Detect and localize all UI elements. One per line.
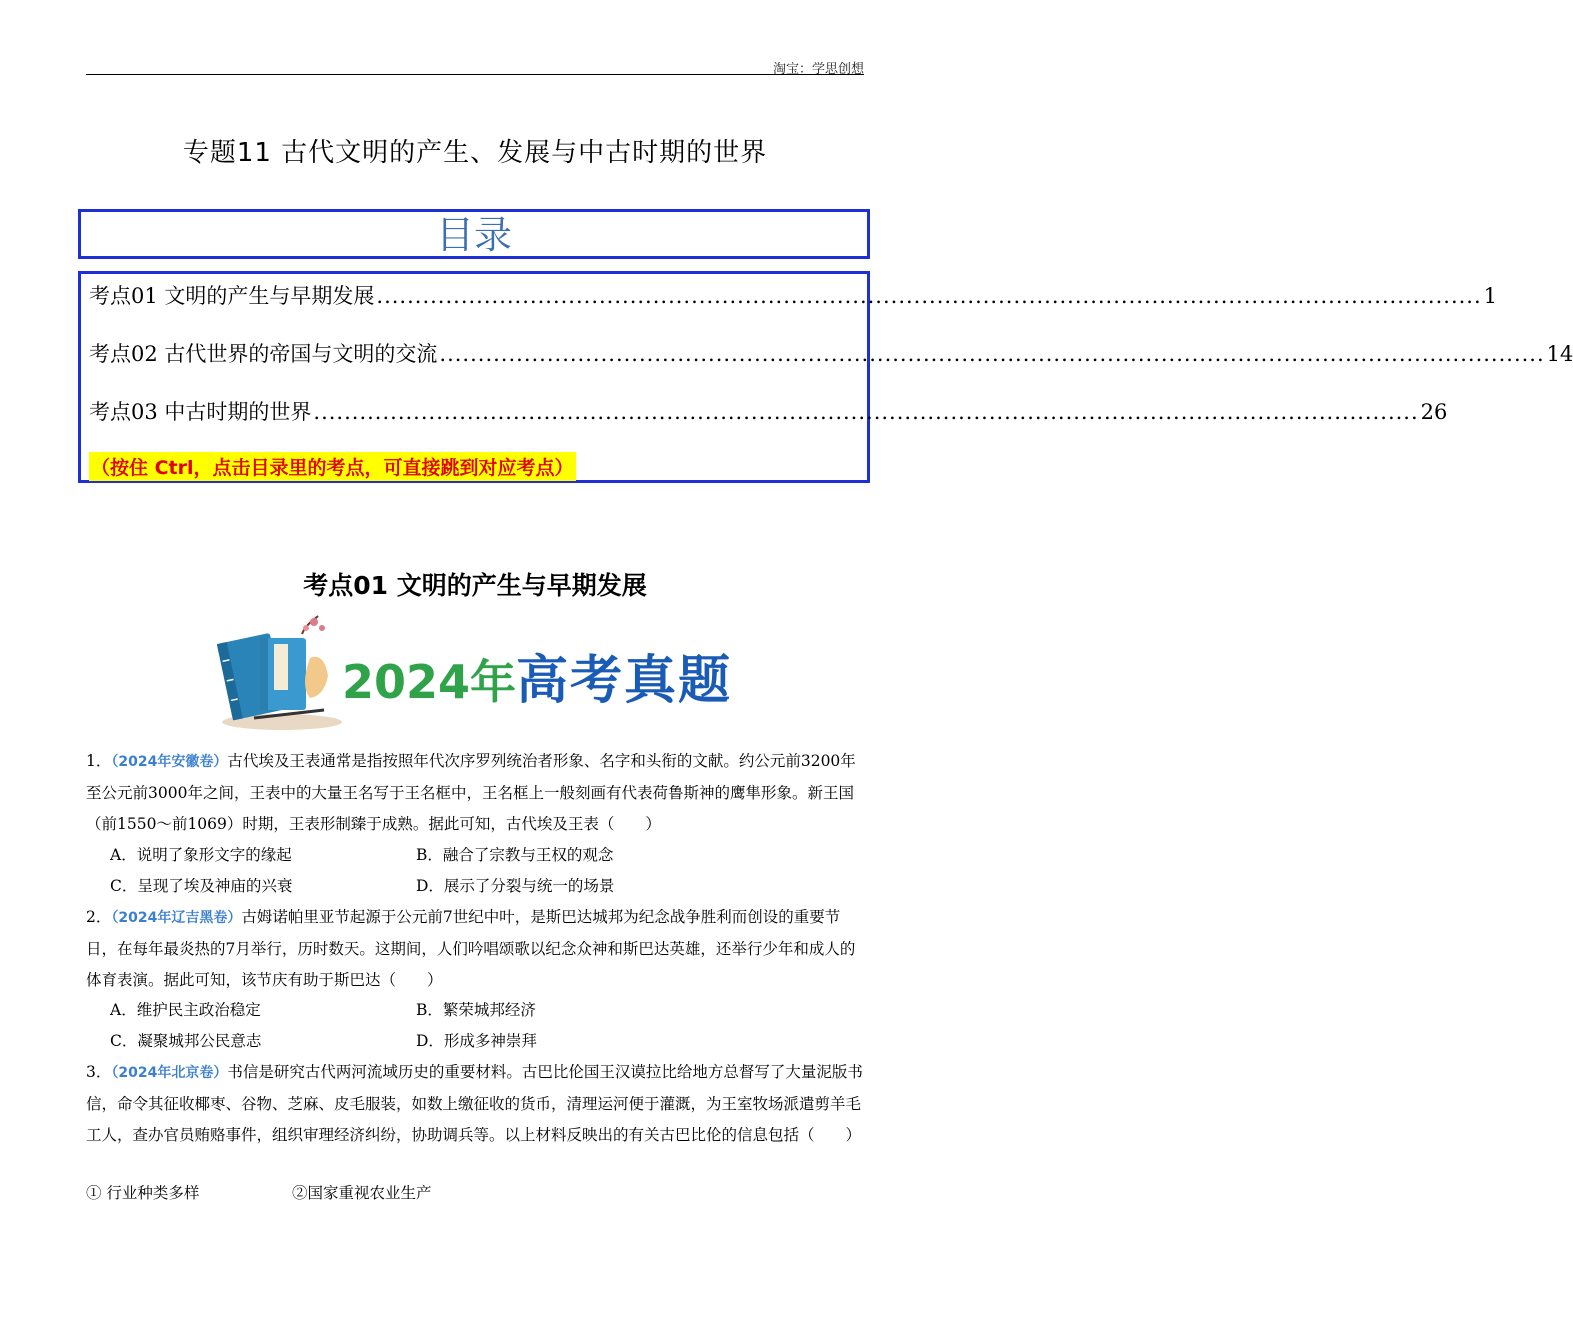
option-a[interactable]: A．维护民主政治稳定 <box>110 1001 261 1019</box>
question-number: 3． <box>86 1063 112 1081</box>
books-icon <box>214 614 344 734</box>
question-source: （2024年安徽卷） <box>111 754 228 770</box>
option-d[interactable]: D．展示了分裂与统一的场景 <box>416 877 615 895</box>
toc-box <box>78 271 1573 483</box>
question-1-options-row-1 <box>86 840 866 871</box>
exam-banner <box>214 614 734 734</box>
section-title: 考点01 文明的产生与早期发展 <box>303 571 647 600</box>
header-text: 淘宝：学思创想 <box>772 62 864 77</box>
toc-item-label: 考点01 文明的产生与早期发展 <box>89 284 375 308</box>
question-1-options-row-2 <box>86 871 866 902</box>
toc-item-label: 考点02 古代世界的帝国与文明的交流 <box>89 342 438 366</box>
choice-2: ②国家重视农业生产 <box>292 1184 432 1202</box>
option-c[interactable]: C．凝聚城邦公民意志 <box>110 1032 262 1050</box>
toc-item-page: 1 <box>1483 284 1498 308</box>
toc-item-label: 考点03 中古时期的世界 <box>89 400 312 424</box>
toc-item-01[interactable] <box>89 280 1498 310</box>
banner-text <box>342 638 732 713</box>
question-source: （2024年辽吉黑卷） <box>111 910 242 926</box>
toc-heading: 目录 <box>78 209 870 259</box>
question-3-choices <box>86 1178 866 1209</box>
question-1 <box>86 746 866 840</box>
option-b[interactable]: B．融合了宗教与王权的观念 <box>416 846 614 864</box>
question-2 <box>86 902 866 996</box>
toc-leader-dots: ................................................................................................................................................ <box>376 284 1482 308</box>
toc-note: （按住 Ctrl，点击目录里的考点，可直接跳到对应考点） <box>89 452 576 481</box>
toc-item-page: 26 <box>1420 400 1448 424</box>
option-b[interactable]: B．繁荣城邦经济 <box>416 1001 536 1019</box>
toc-leader-dots: ................................................................................................................................................ <box>439 342 1545 366</box>
option-d[interactable]: D．形成多神崇拜 <box>416 1032 537 1050</box>
choice-1: ① 行业种类多样 <box>86 1184 200 1202</box>
question-3 <box>86 1057 866 1151</box>
banner-year: 2024年 <box>342 655 517 709</box>
header-rule <box>86 74 864 75</box>
document-title: 专题11 古代文明的产生、发展与中古时期的世界 <box>182 138 768 168</box>
option-c[interactable]: C．呈现了埃及神庙的兴衰 <box>110 877 293 895</box>
question-text: 古姆诺帕里亚节起源于公元前7世纪中叶，是斯巴达城邦为纪念战争胜利而创设的重要节日，在每年最炎热的7月举行，历时数天。这期间，人们吟唱颂歌以纪念众神和斯巴达英雄，还举行少年和成人的体育表演。据此可知，该节庆有助于斯巴达（ ） <box>86 908 856 989</box>
question-text: 书信是研究古代两河流域历史的重要材料。古巴比伦国王汉谟拉比给地方总督写了大量泥版书信，命令其征收椰枣、谷物、芝麻、皮毛服装，如数上缴征收的货币，清理运河便于灌溉，为王室牧场派遣剪羊毛工人，查办官员贿赂事件，组织审理经济纠纷，协助调兵等。以上材料反映出的有关古巴比伦的信息包括（ ） <box>86 1063 863 1144</box>
question-number: 1． <box>86 752 112 770</box>
question-source: （2024年北京卷） <box>111 1065 228 1081</box>
question-2-options-row-1 <box>86 995 866 1026</box>
option-a[interactable]: A．说明了象形文字的缘起 <box>110 846 292 864</box>
toc-item-03[interactable] <box>89 396 1448 426</box>
question-2-options-row-2 <box>86 1026 866 1057</box>
toc-item-02[interactable] <box>89 338 1573 368</box>
toc-leader-dots: ................................................................................................................................................ <box>313 400 1419 424</box>
question-number: 2． <box>86 908 112 926</box>
toc-item-page: 14 <box>1546 342 1573 366</box>
banner-heading: 高考真题 <box>516 651 733 711</box>
question-text: 古代埃及王表通常是指按照年代次序罗列统治者形象、名字和头衔的文献。约公元前3200年至公元前3000年之间，王表中的大量王名写于王名框中，王名框上一般刻画有代表荷鲁斯神的鹰隼形象。新王国（前1550～前1069）时期，王表形制臻于成熟。据此可知，古代埃及王表（ ） <box>86 752 856 833</box>
